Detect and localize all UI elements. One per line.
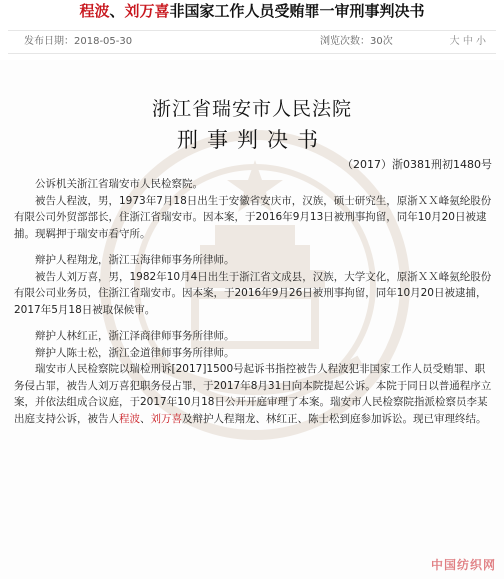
paragraph-prosecutor: 公诉机关浙江省瑞安市人民检察院。 bbox=[35, 178, 203, 190]
title-separator: 、 bbox=[109, 2, 125, 20]
case-history-part-a: 瑞安市人民检察院以瑞检刑诉[2017]1500号起诉书指控被告人程波犯非国家工作人员受贿罪、职务侵占罪，被告人刘万喜犯职务侵占罪，于2017年8月31日向本院提起公诉。本院于同日以普通程序立案，并依法组成合议庭，于2017年10月18日公开开庭审理了本案。瑞安市人民检察院指派检察员李某出庭支持公诉，被告人 bbox=[14, 363, 492, 425]
site-watermark: 中国纺织网 bbox=[430, 558, 496, 572]
judgment-body bbox=[14, 176, 492, 427]
title-text: 非国家工作人员受贿罪一审刑事判决书 bbox=[169, 2, 425, 20]
paragraph-lawyer-3: 辩护人陈士松，浙江金道律师事务所律师。 bbox=[35, 346, 235, 359]
court-name: 浙江省瑞安市人民法院 bbox=[151, 98, 352, 120]
article-title bbox=[0, 0, 504, 22]
publish-date: 发布日期：2018-05-30 bbox=[24, 36, 133, 47]
judgment-document-image bbox=[0, 60, 504, 579]
font-size-medium-button[interactable]: 中 bbox=[462, 36, 473, 47]
article-meta bbox=[8, 30, 496, 54]
font-size-small-button[interactable]: 小 bbox=[476, 36, 486, 47]
case-history-name-1[interactable]: 程波 bbox=[119, 412, 140, 425]
defendant-name-2[interactable]: 刘万喜 bbox=[124, 2, 170, 20]
paragraph-defendant-1: 被告人程波，男，1973年7月18日出生于安徽省安庆市，汉族，硕士研究生，原浙ＸＸ峰氨纶股份有限公司外贸部部长，住浙江省瑞安市。因本案，于2016年9月13日被刑事拘留，同年10月20日被逮捕。现羁押于瑞安市看守所。 bbox=[14, 194, 492, 240]
paragraph-lawyer-2: 辩护人林红正，浙江泽商律师事务所律师。 bbox=[35, 330, 235, 342]
font-size-controls bbox=[450, 31, 486, 53]
paragraph-defendant-2: 被告人刘万喜，男，1982年10月4日出生于浙江省文成县，汉族，大学文化，原浙ＸＸ峰氨纶股份有限公司业务员，住浙江省瑞安市。因本案，于2016年9月26日被刑事拘留，同年10月20日被逮捕，2017年5月18日被取保候审。 bbox=[14, 270, 492, 316]
case-history-name-2[interactable]: 刘万喜 bbox=[150, 412, 182, 425]
paragraph-lawyer-1: 辩护人程翔龙，浙江玉海律师事务所律师。 bbox=[35, 254, 235, 266]
font-size-large-button[interactable]: 大 bbox=[449, 36, 460, 47]
case-history-separator: 、 bbox=[140, 412, 151, 425]
paragraph-case-history bbox=[14, 361, 492, 427]
defendant-name-1[interactable]: 程波 bbox=[79, 2, 110, 20]
view-count: 浏览次数：30次 bbox=[320, 36, 393, 47]
case-number: （2017）浙0381刑初1480号 bbox=[342, 158, 492, 171]
document-type: 刑事判决书 bbox=[177, 128, 327, 152]
case-history-part-b: 及辩护人程翔龙、林红正、陈士松到庭参加诉讼。现已审理终结。 bbox=[182, 412, 487, 425]
